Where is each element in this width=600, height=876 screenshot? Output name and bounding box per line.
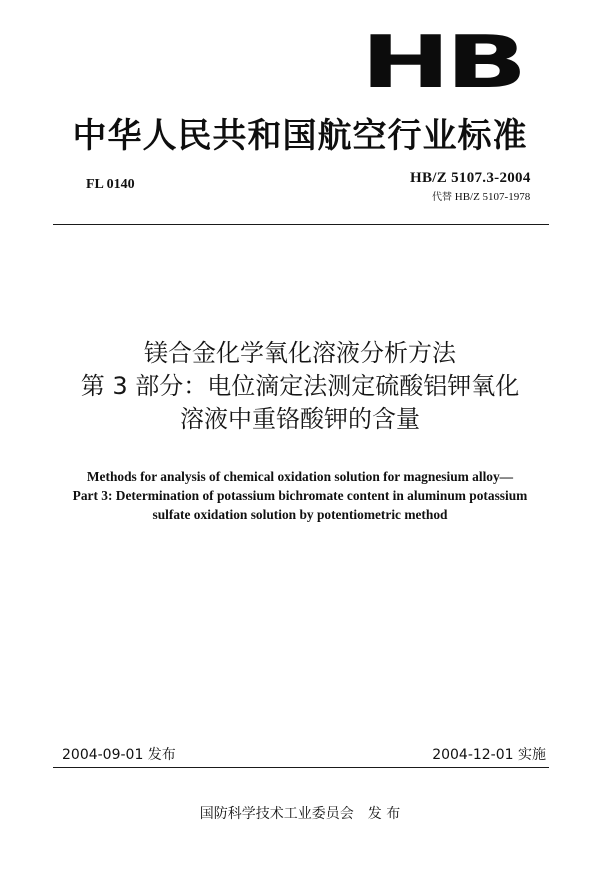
issue-date: 2004-09-01 发布 [62, 747, 176, 763]
replaces-number: HB/Z 5107-1978 [454, 191, 531, 203]
implement-date: 2004-12-01 实施 [432, 747, 546, 763]
footer-divider [53, 767, 549, 768]
replaces-line [410, 188, 560, 203]
title-en-line-2: Part 3: Determination of potassium bichromate content in aluminum potassium [72, 488, 528, 503]
hb-logo: HB [360, 19, 522, 105]
title-cn-line-2: 第 3 部分：电位滴定法测定硫酸铝钾氧化 [80, 372, 520, 400]
replaces-label: 代替 [432, 192, 452, 203]
title-en-line-1: Methods for analysis of chemical oxidation solution for magnesium alloy— [86, 469, 514, 484]
standard-code-block [410, 170, 560, 203]
header-divider [53, 224, 549, 225]
document-title-chinese [0, 337, 600, 436]
standard-category-title: 中华人民共和国航空行业标准 [72, 116, 528, 156]
title-cn-line-3: 溶液中重铬酸钾的含量 [180, 405, 420, 433]
standard-number: HB/Z 5107.3-2004 [410, 170, 531, 186]
document-title-english [0, 467, 600, 524]
issuer: 国防科学技术工业委员会 发 布 [199, 806, 401, 822]
ics-code: FL 0140 [86, 177, 135, 192]
title-cn-line-1: 镁合金化学氧化溶液分析方法 [144, 339, 456, 367]
title-en-line-3: sulfate oxidation solution by potentiometric method [152, 507, 448, 522]
